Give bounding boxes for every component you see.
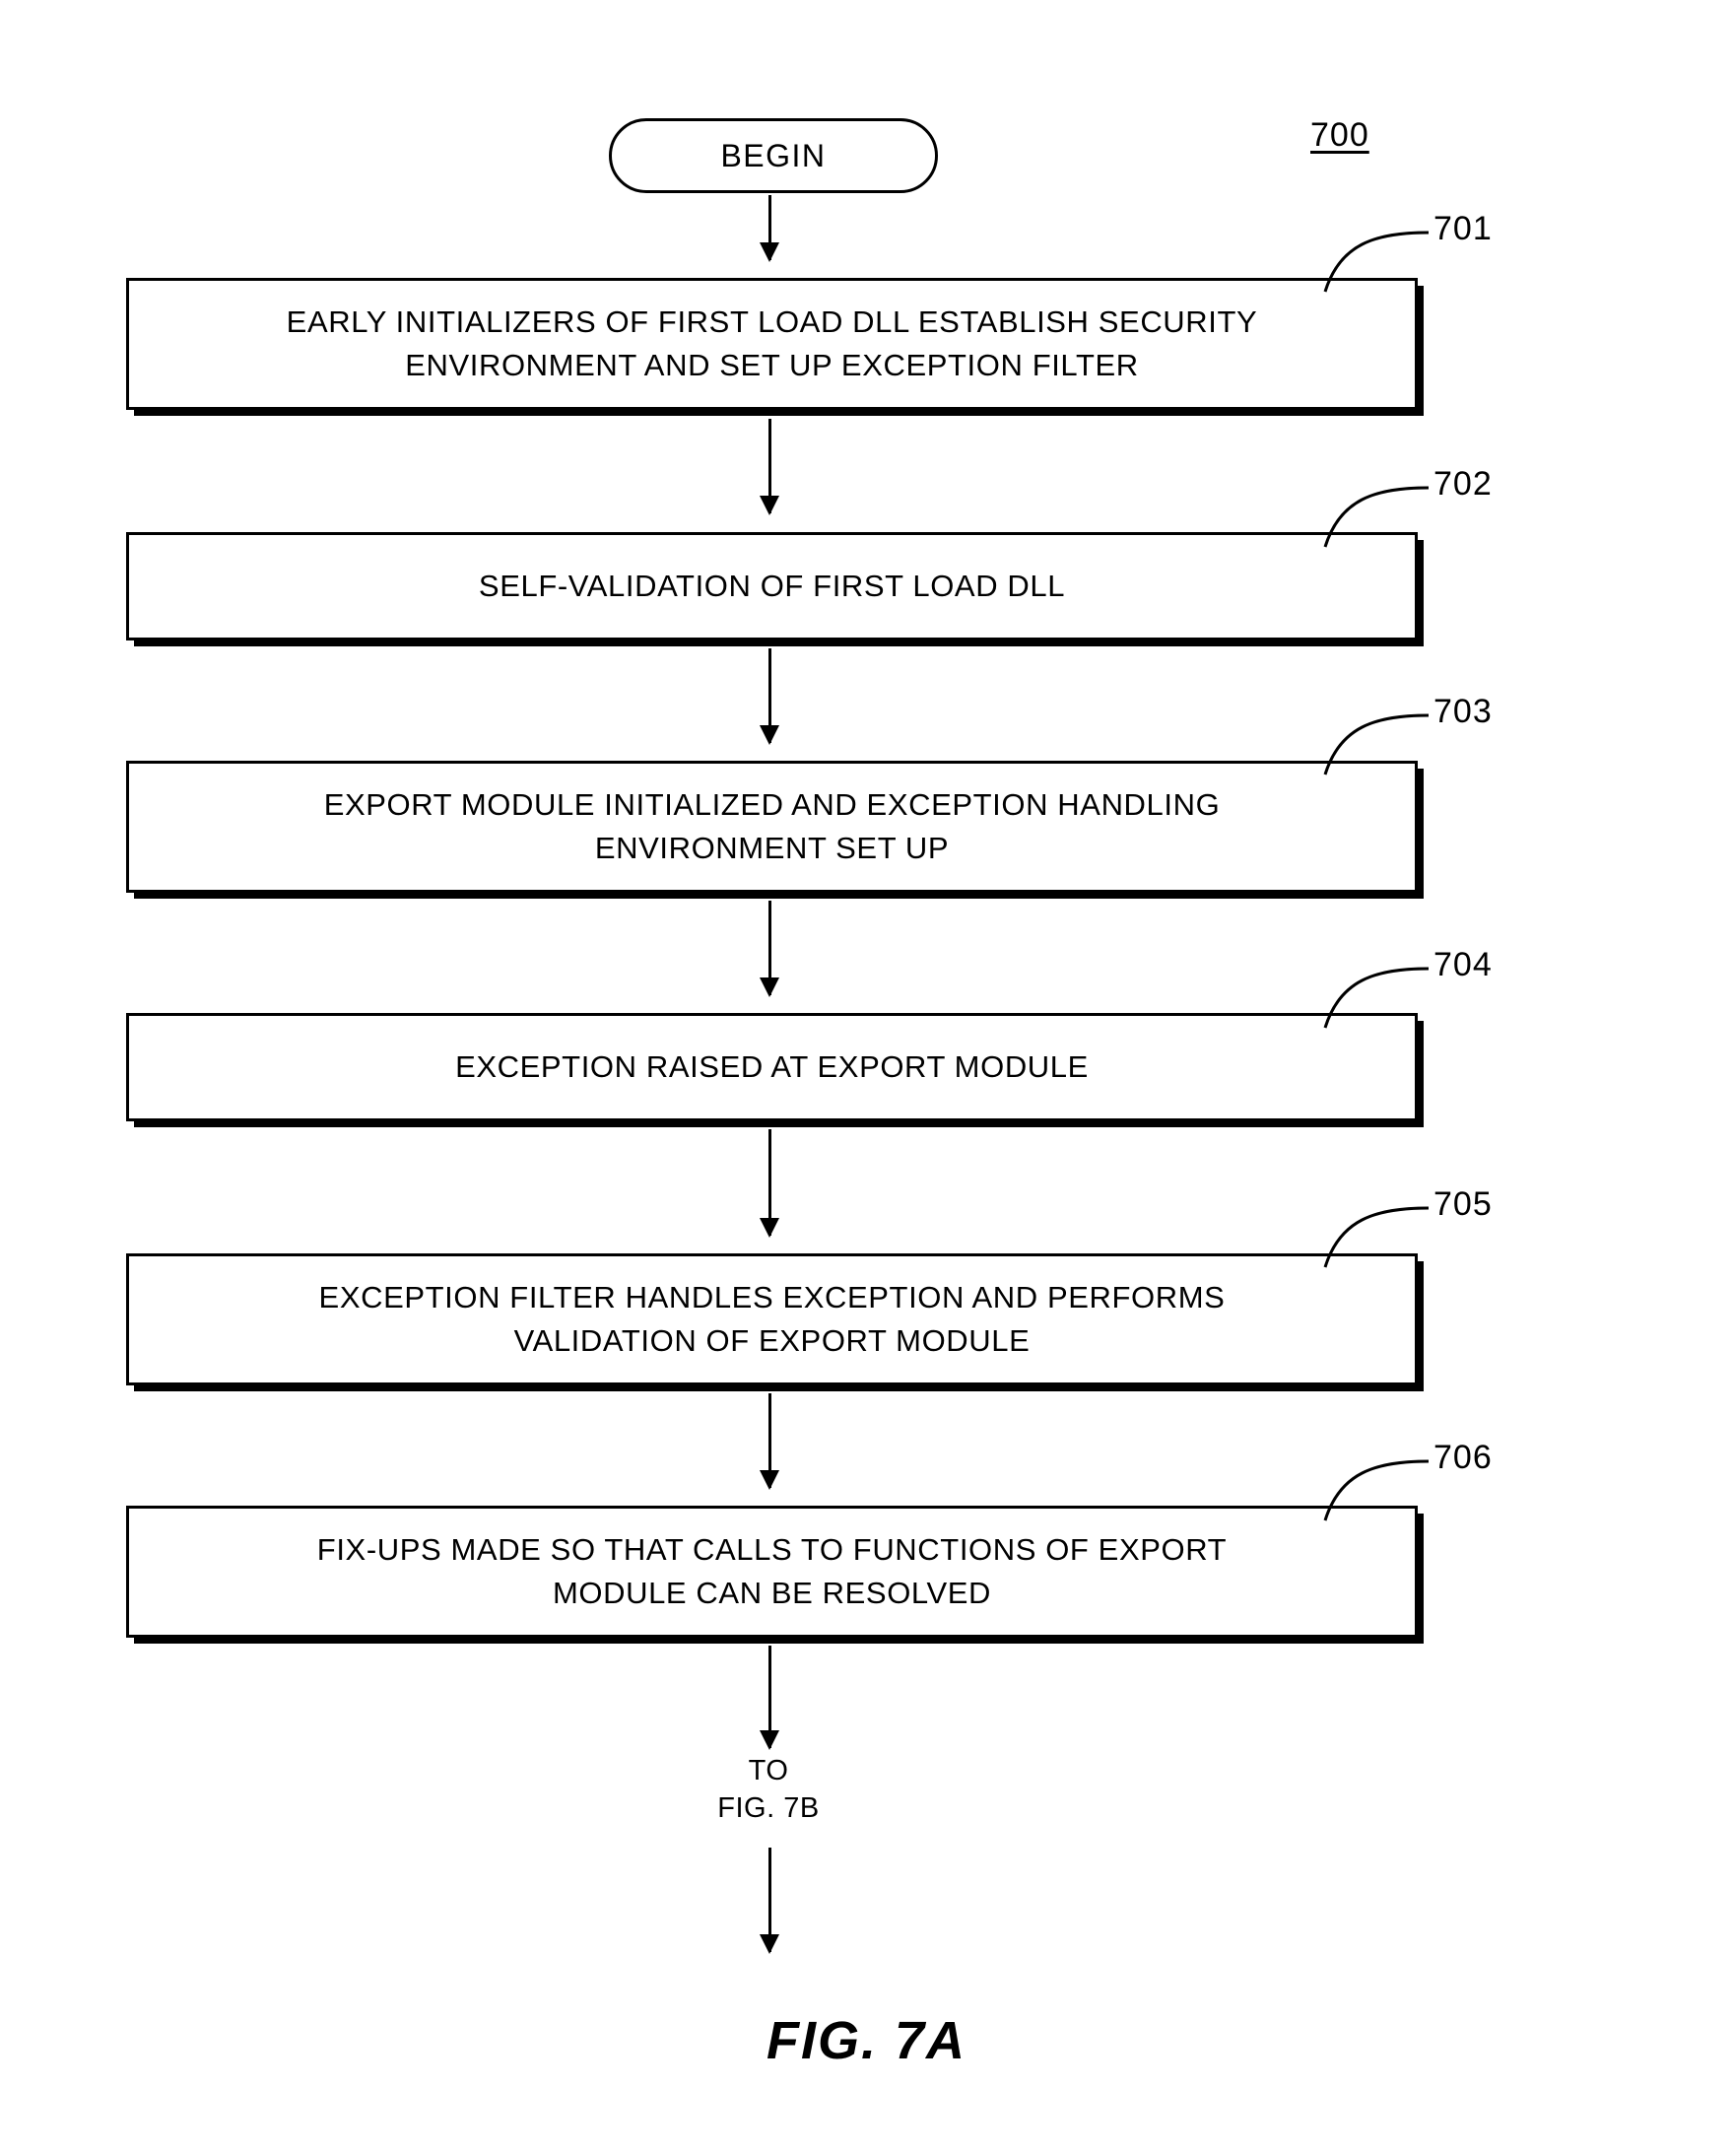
process-node-705-text: EXCEPTION FILTER HANDLES EXCEPTION AND PERFORMS VALIDATION OF EXPORT MODULE: [318, 1280, 1226, 1358]
leader-line-706: [1320, 1453, 1438, 1522]
offpage-connector-line1: TO: [748, 1755, 789, 1786]
process-node-702: [126, 532, 1418, 640]
reference-numeral-705: 705: [1433, 1185, 1493, 1223]
connector-arrow-706-to-offpage: [768, 1646, 771, 1748]
leader-line-704: [1320, 961, 1438, 1030]
figure-number: 700: [1310, 116, 1369, 154]
reference-numeral-703: 703: [1433, 693, 1493, 730]
leader-line-703: [1320, 707, 1438, 776]
connector-arrow-703-to-704: [768, 901, 771, 995]
offpage-connector-caption: [631, 1752, 906, 1827]
process-node-701: [126, 278, 1418, 410]
reference-numeral-702: 702: [1433, 465, 1493, 503]
begin-terminator-label: BEGIN: [720, 137, 827, 173]
leader-line-702: [1320, 480, 1438, 549]
reference-numeral-701: 701: [1433, 210, 1493, 247]
process-node-703: [126, 761, 1418, 893]
offpage-connector-line2: FIG. 7B: [717, 1792, 820, 1824]
process-node-705: [126, 1253, 1418, 1385]
reference-numeral-704: 704: [1433, 946, 1493, 983]
connector-arrow-offpage: [768, 1848, 771, 1952]
begin-terminator: [609, 118, 938, 193]
process-node-701-text: EARLY INITIALIZERS OF FIRST LOAD DLL ESTABLISH SECURITY ENVIRONMENT AND SET UP EXCEPTION FILTER: [286, 304, 1258, 382]
figure-title: FIG. 7A: [766, 2011, 967, 2070]
process-node-702-text: SELF-VALIDATION OF FIRST LOAD DLL: [478, 569, 1066, 603]
process-node-706: [126, 1506, 1418, 1638]
connector-arrow-702-to-703: [768, 648, 771, 743]
leader-line-705: [1320, 1200, 1438, 1269]
connector-arrow-704-to-705: [768, 1129, 771, 1236]
process-node-703-text: EXPORT MODULE INITIALIZED AND EXCEPTION HANDLING ENVIRONMENT SET UP: [323, 787, 1221, 865]
connector-arrow-705-to-706: [768, 1393, 771, 1488]
process-node-704: [126, 1013, 1418, 1121]
process-node-704-text: EXCEPTION RAISED AT EXPORT MODULE: [455, 1049, 1089, 1084]
process-node-706-text: FIX-UPS MADE SO THAT CALLS TO FUNCTIONS OF EXPORT MODULE CAN BE RESOLVED: [316, 1532, 1228, 1610]
leader-line-701: [1320, 225, 1438, 294]
reference-numeral-706: 706: [1433, 1439, 1493, 1476]
connector-arrow-begin-to-701: [768, 195, 771, 260]
connector-arrow-701-to-702: [768, 419, 771, 513]
